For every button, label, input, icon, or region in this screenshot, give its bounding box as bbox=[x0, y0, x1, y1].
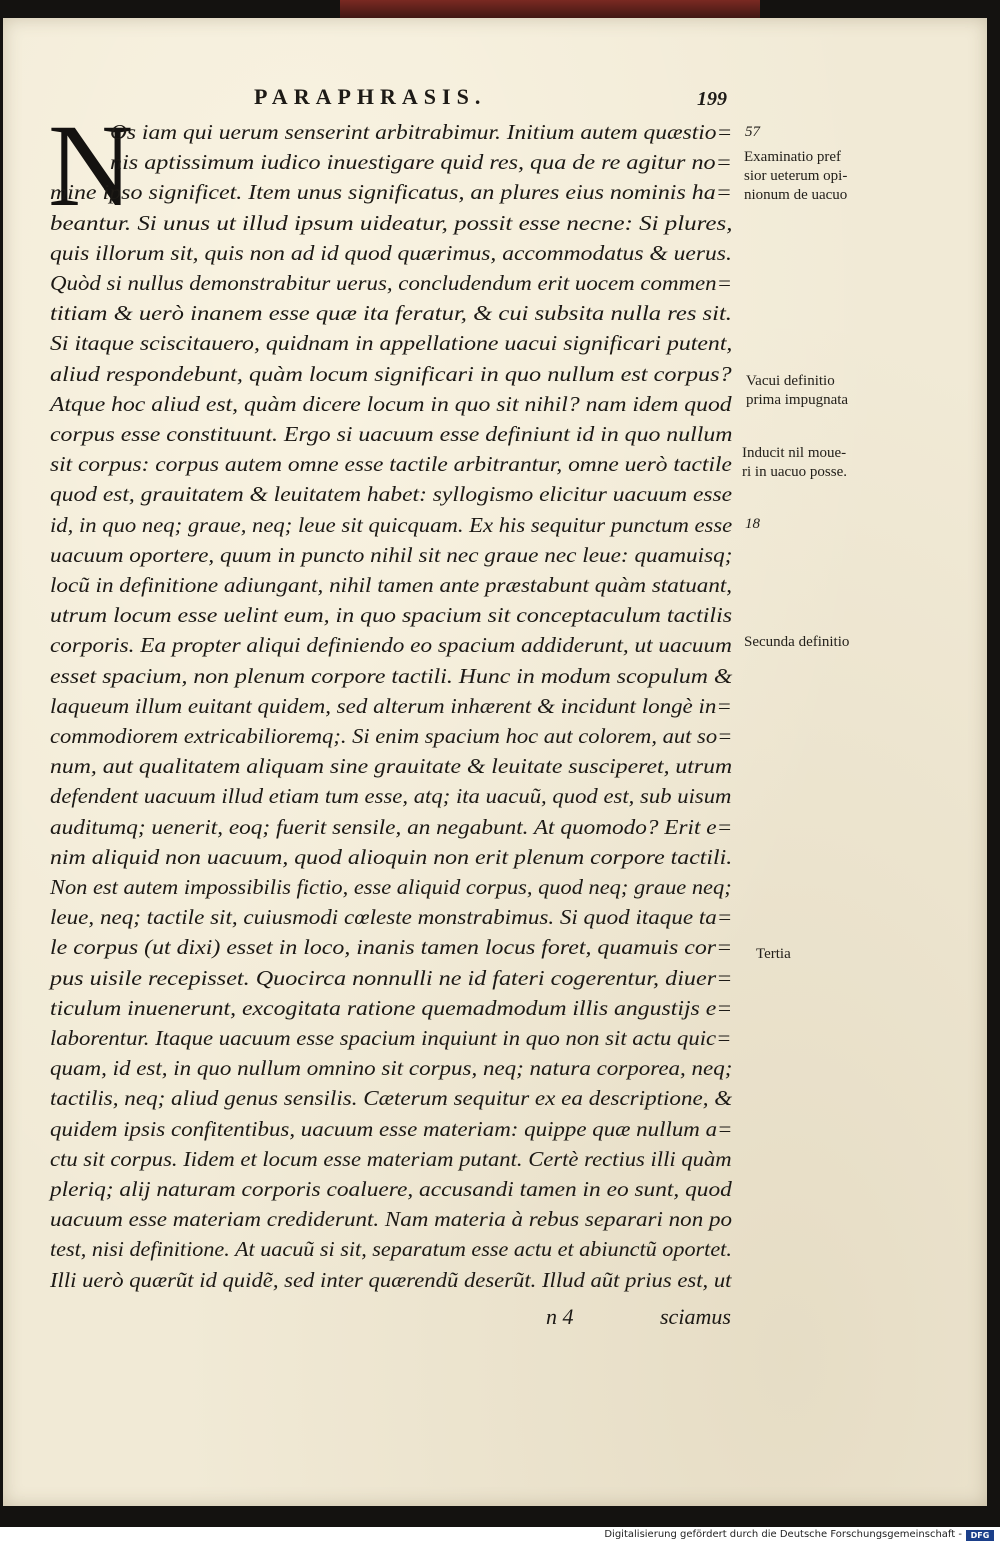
margin-number: 18 bbox=[745, 516, 760, 532]
text-line: tactilis, neq; aliud genus sensilis. Cæterum sequitur ex ea descriptione, & bbox=[50, 1086, 733, 1111]
text-line: quam, id est, in quo nullum omnino sit corpus, neq; natura corporea, neq; bbox=[50, 1056, 733, 1081]
margin-note-line: Tertia bbox=[756, 946, 791, 962]
margin-note-line: Examinatio pref bbox=[744, 149, 842, 165]
text-line: num, aut qualitatem aliquam sine grauitate & leuitate susciperet, utrum bbox=[50, 754, 733, 779]
text-line: Atque hoc aliud est, quàm dicere locum in quo sit nihil? nam idem quod bbox=[50, 391, 732, 416]
text-line: esset spacium, non plenum corpore tactili. Hunc in modum scopulum & bbox=[50, 663, 733, 688]
text-line: quis illorum sit, quis non ad id quod quærimus, accommodatus & uerus. bbox=[50, 240, 732, 265]
text-line: uacuum oportere, quum in puncto nihil sit nec graue nec leue: quamuisq; bbox=[50, 542, 733, 567]
text-line: utrum locum esse uelint eum, in quo spacium sit conceptaculum tactilis bbox=[50, 603, 733, 628]
text-line: commodiorem extricabilioremq;. Si enim spacium hoc aut colorem, aut so= bbox=[50, 724, 733, 748]
text-line: Illi uerò quærũt id quidẽ, sed inter quærendũ deserũt. Illud aũt prius est, ut bbox=[50, 1267, 732, 1292]
text-line: laborentur. Itaque uacuum esse spacium inquiunt in quo non sit actu quic= bbox=[50, 1026, 732, 1050]
text-line: corpus esse constituunt. Ergo si uacuum esse definiunt id in quo nullum bbox=[50, 422, 733, 446]
text-line: nis aptissimum iudico inuestigare quid res, qua de re agitur no= bbox=[110, 150, 732, 175]
text-line: defendent uacuum illud etiam tum esse, atq; ita uacuũ, quod est, sub uisum bbox=[50, 784, 732, 809]
funding-credit: Digitalisierung gefördert durch die Deutsche Forschungsgemeinschaft - bbox=[604, 1529, 962, 1540]
margin-note-inducit bbox=[742, 444, 847, 482]
text-line: Non est autem impossibilis fictio, esse aliquid corpus, quod neq; graue neq; bbox=[50, 875, 732, 899]
text-line: pus uisile recepisset. Quocirca nonnulli ne id fateri cogerentur, diuer= bbox=[50, 965, 733, 990]
text-line: beantur. Si unus ut illud ipsum uideatur, possit esse necne: Si plures, bbox=[50, 210, 733, 235]
margin-note-line: prima impugnata bbox=[746, 392, 849, 408]
catchword: sciamus bbox=[660, 1304, 731, 1329]
text-line: nim aliquid non uacuum, quod alioquin non erit plenum corpore tactili. bbox=[50, 844, 733, 869]
binding-edge bbox=[340, 0, 760, 20]
margin-note-line: sior ueterum opi- bbox=[744, 168, 848, 184]
text-line: ticulum inuenerunt, excogitata ratione quemadmodum illis angustijs e= bbox=[50, 995, 733, 1020]
text-line: quidem ipsis confitentibus, uacuum esse materiam: quippe quæ nullum a= bbox=[50, 1116, 733, 1141]
text-line: quod est, grauitatem & leuitatem habet: syllogismo elicitur uacuum esse bbox=[50, 482, 733, 507]
margin-note-prima bbox=[746, 372, 848, 410]
text-line: corporis. Ea propter aliqui definiendo eo spacium addiderunt, ut uacuum bbox=[50, 633, 732, 658]
margin-note-line: nionum de uacuo bbox=[744, 187, 848, 203]
text-line: locũ in definitione adiungant, nihil tamen ante præstabunt quàm statuant, bbox=[50, 573, 733, 597]
text-line: test, nisi definitione. At uacuũ si sit, separatum esse actu et abiunctũ oportet. bbox=[50, 1237, 732, 1262]
folio-number: 199 bbox=[697, 88, 727, 110]
text-line: Si itaque sciscitauero, quidnam in appellatione uacui significari putent, bbox=[50, 331, 733, 356]
text-line: uacuum esse materiam crediderunt. Nam materia à rebus separari non po bbox=[50, 1207, 733, 1232]
drop-cap: N bbox=[48, 100, 134, 231]
text-line: Quòd si nullus demonstrabitur uerus, concludendum erit uocem commen= bbox=[50, 271, 733, 295]
margin-note-examinatio bbox=[744, 148, 847, 205]
margin-number: 57 bbox=[745, 124, 760, 140]
text-line: le corpus (ut dixi) esset in loco, inanis tamen locus foret, quamuis cor= bbox=[50, 935, 733, 960]
margin-note-line: ri in uacuo posse. bbox=[742, 464, 847, 480]
text-line: Os iam qui uerum senserint arbitrabimur. Initium autem quæstio= bbox=[110, 120, 733, 144]
margin-note-tertia bbox=[756, 945, 791, 964]
dfg-logo-icon: DFG bbox=[966, 1530, 994, 1541]
text-line: auditumq; uenerit, eoq; fuerit sensile, an negabunt. At quomodo? Erit e= bbox=[50, 814, 733, 839]
margin-note-line: Secunda definitio bbox=[744, 634, 850, 650]
signature-mark: n 4 bbox=[546, 1304, 574, 1329]
text-line: leue, neq; tactile sit, cuiusmodi cœleste monstrabimus. Si quod itaque ta= bbox=[50, 905, 733, 930]
text-line: pleriq; alij naturam corporis coaluere, accusandi tamen in eo sunt, quod bbox=[50, 1177, 732, 1201]
text-line: ctu sit corpus. Iidem et locum esse materiam putant. Certè rectius illi quàm bbox=[50, 1146, 732, 1171]
margin-note-line: Inducit nil moue- bbox=[742, 445, 847, 461]
running-head: PARAPHRASIS. bbox=[254, 84, 487, 109]
text-line: mine ipso significet. Item unus significatus, an plures eius nominis ha= bbox=[50, 180, 732, 205]
text-line: titiam & uerò inanem esse quæ ita feratur, & cui subsita nulla res sit. bbox=[50, 301, 732, 326]
margin-note-line: Vacui definitio bbox=[746, 373, 835, 389]
margin-note-secunda bbox=[744, 633, 849, 652]
text-line: id, in quo neq; graue, neq; leue sit quicquam. Ex his sequitur punctum esse bbox=[50, 512, 733, 537]
text-line: laqueum illum euitant quidem, sed alterum inhærent & incidunt longè in= bbox=[50, 693, 732, 718]
text-line: aliud respondebunt, quàm locum significari in quo nullum est corpus? bbox=[50, 361, 732, 386]
text-line: sit corpus: corpus autem omne esse tactile arbitrantur, omne uerò tactile bbox=[50, 452, 732, 477]
